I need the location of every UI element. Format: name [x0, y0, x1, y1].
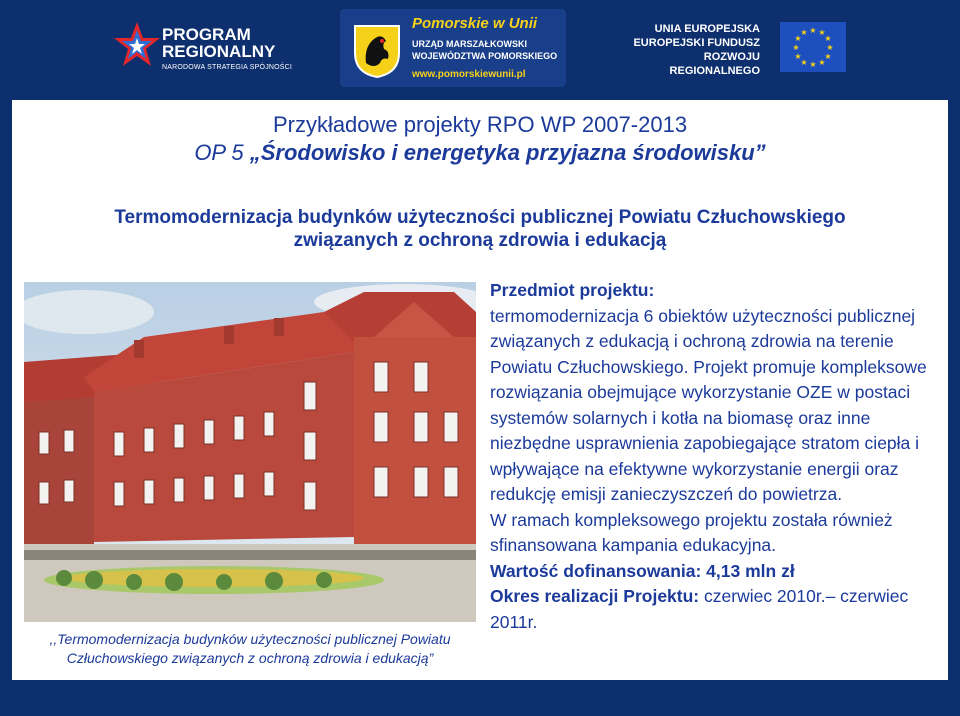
pr-subline: NARODOWA STRATEGIA SPÓJNOŚCI	[162, 64, 293, 71]
title-prefix: OP 5	[194, 140, 250, 165]
svg-text:★: ★	[800, 58, 808, 67]
campaign-text: W ramach kompleksowego projektu została również sfinansowana kampania edukacyjna.	[490, 509, 893, 555]
svg-text:★: ★	[794, 34, 802, 43]
project-description	[490, 278, 930, 635]
title-emphasis: „Środowisko i energetyka przyjazna środowisku”	[249, 140, 766, 165]
subject-text: termomodernizacja 6 obiektów użyteczności publicznej związanych z edukacją i ochroną zdrowia na terenie Powiatu Człuchowskiego. Projekt promuje kompleksowe rozwiązania obejmujące wykorzystanie OZE w postaci systemów solarnych i kotła na biomasę oraz inne niezbędne usprawnienia zapobiegające stratom ciepła i wpływające na efektywne wykorzystanie energii oraz redukcję emisji zanieczyszczeń do powietrza.	[490, 305, 927, 504]
building-photo	[24, 282, 476, 622]
subject-label: Przedmiot projektu:	[490, 280, 655, 300]
program-regionalny-logo	[112, 18, 312, 78]
ue-logo	[612, 22, 852, 78]
pomorskie-logo	[340, 9, 566, 87]
ue-line1: UNIA EUROPEJSKA	[654, 23, 760, 35]
svg-text:★: ★	[818, 28, 826, 37]
pomorskie-title: Pomorskie w Unii	[412, 15, 538, 32]
slide-title-line2	[12, 140, 948, 166]
pomorskie-line1: URZĄD MARSZAŁKOWSKI	[412, 39, 527, 49]
svg-text:★: ★	[824, 52, 832, 61]
ue-text	[612, 22, 760, 78]
program-regionalny-title	[162, 26, 275, 60]
svg-text:★: ★	[800, 28, 808, 37]
subtitle-line2: związanych z ochroną zdrowia i edukacją	[293, 230, 667, 251]
pomorskie-line2: WOJEWÓDZTWA POMORSKIEGO	[412, 51, 558, 61]
svg-text:★: ★	[794, 52, 802, 61]
period-label: Okres realizacji Projektu:	[490, 586, 700, 606]
eu-flag-icon	[780, 22, 846, 72]
svg-text:★: ★	[792, 43, 800, 52]
caption-line1: ,,Termomodernizacja budynków użyteczności publicznej Powiatu	[49, 631, 451, 647]
pomorskie-url: www.pomorskiewunii.pl	[412, 69, 526, 80]
subtitle-line1: Termomodernizacja budynków użyteczności publicznej Powiatu Człuchowskiego	[114, 207, 846, 228]
funding-value: Wartość dofinansowania: 4,13 mln zł	[490, 560, 795, 581]
photo-caption	[24, 630, 476, 668]
svg-text:★: ★	[826, 43, 834, 52]
star-logo-icon	[112, 18, 162, 74]
svg-text:★: ★	[818, 58, 826, 67]
slide-content	[12, 100, 948, 680]
caption-line2: Człuchowskiego związanych z ochroną zdrowia i edukacją”	[66, 650, 434, 666]
ue-line3: ROZWOJU REGIONALNEGO	[669, 51, 760, 77]
ue-line2: EUROPEJSKI FUNDUSZ	[633, 37, 760, 49]
pr-line1: PROGRAM	[162, 25, 251, 44]
slide-title: Przykładowe projekty RPO WP 2007-2013	[272, 112, 688, 137]
griffin-crest-icon	[352, 23, 402, 79]
header-bar	[0, 0, 960, 92]
period-value: czerwiec 2010r.– czerwiec 2011r.	[490, 586, 909, 632]
svg-text:★: ★	[809, 60, 817, 69]
svg-text:★: ★	[809, 26, 817, 35]
project-subtitle	[12, 206, 948, 252]
pr-line2: REGIONALNY	[162, 42, 276, 61]
svg-text:★: ★	[824, 34, 832, 43]
